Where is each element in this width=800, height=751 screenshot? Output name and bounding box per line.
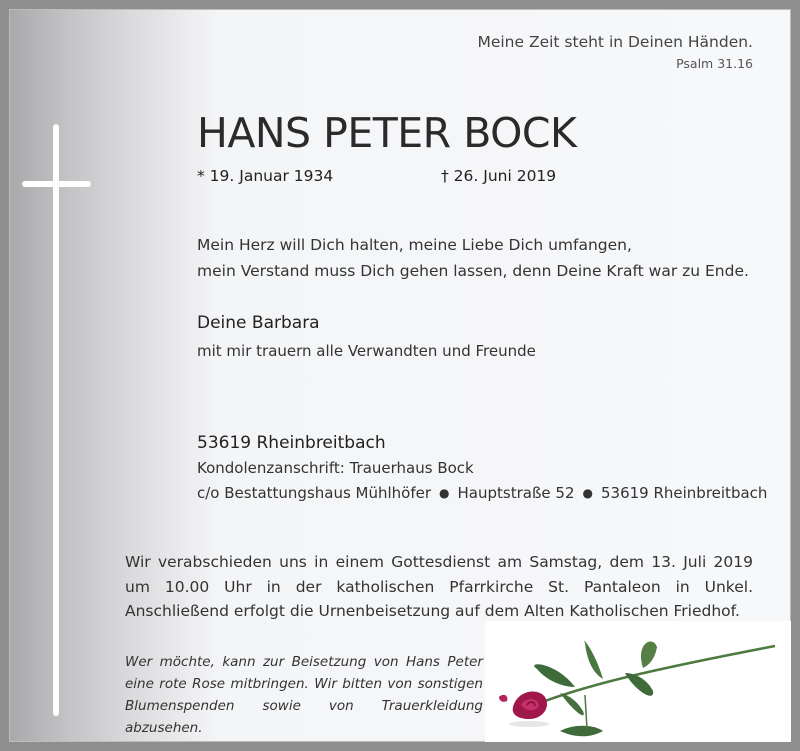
- verse-line-1: Mein Herz will Dich halten, meine Liebe Dich umfangen,: [197, 236, 632, 254]
- cross-icon-bar: [22, 181, 91, 187]
- funeral-home-address: [197, 484, 767, 502]
- verse-line-2: mein Verstand muss Dich gehen lassen, denn Deine Kraft war zu Ende.: [197, 262, 749, 280]
- signer-name: Deine Barbara: [197, 313, 320, 333]
- birth-date: * 19. Januar 1934: [197, 167, 334, 185]
- separator-dot: ●: [582, 486, 593, 500]
- care-of: c/o Bestattungshaus Mühlhöfer: [197, 484, 432, 502]
- verse: [197, 232, 749, 284]
- street: Hauptstraße 52: [457, 484, 575, 502]
- condolence-address: Kondolenzanschrift: Trauerhaus Bock: [197, 459, 474, 477]
- quote-reference: Psalm 31.16: [676, 56, 753, 71]
- rose-note: Wer möchte, kann zur Beisetzung von Hans Peter eine rote Rose mitbringen. Wir bitten von sonstigen Blumenspenden sowie von Trauerkleidung abzusehen.: [125, 654, 483, 736]
- bible-quote: [477, 33, 753, 71]
- address-city: 53619 Rheinbreitbach: [197, 433, 386, 453]
- quote-text: Meine Zeit steht in Deinen Händen.: [477, 33, 753, 51]
- deceased-name: HANS PETER BOCK: [197, 109, 577, 157]
- cross-icon: [53, 124, 59, 716]
- death-date: † 26. Juni 2019: [441, 167, 557, 185]
- separator-dot: ●: [439, 486, 450, 500]
- postal-city: 53619 Rheinbreitbach: [600, 484, 768, 502]
- rose-icon: [485, 621, 791, 745]
- rose-image: [485, 621, 791, 745]
- mourners-line: mit mir trauern alle Verwandten und Freunde: [197, 342, 536, 360]
- service-details: Wir verabschieden uns in einem Gottesdienst am Samstag, dem 13. Juli 2019 um 10.00 Uhr in der katholischen Pfarrkirche St. Pantaleon in Unkel. Anschließend erfolgt die Urnenbeisetzung auf dem Alten Katholischen Friedhof.: [125, 553, 753, 620]
